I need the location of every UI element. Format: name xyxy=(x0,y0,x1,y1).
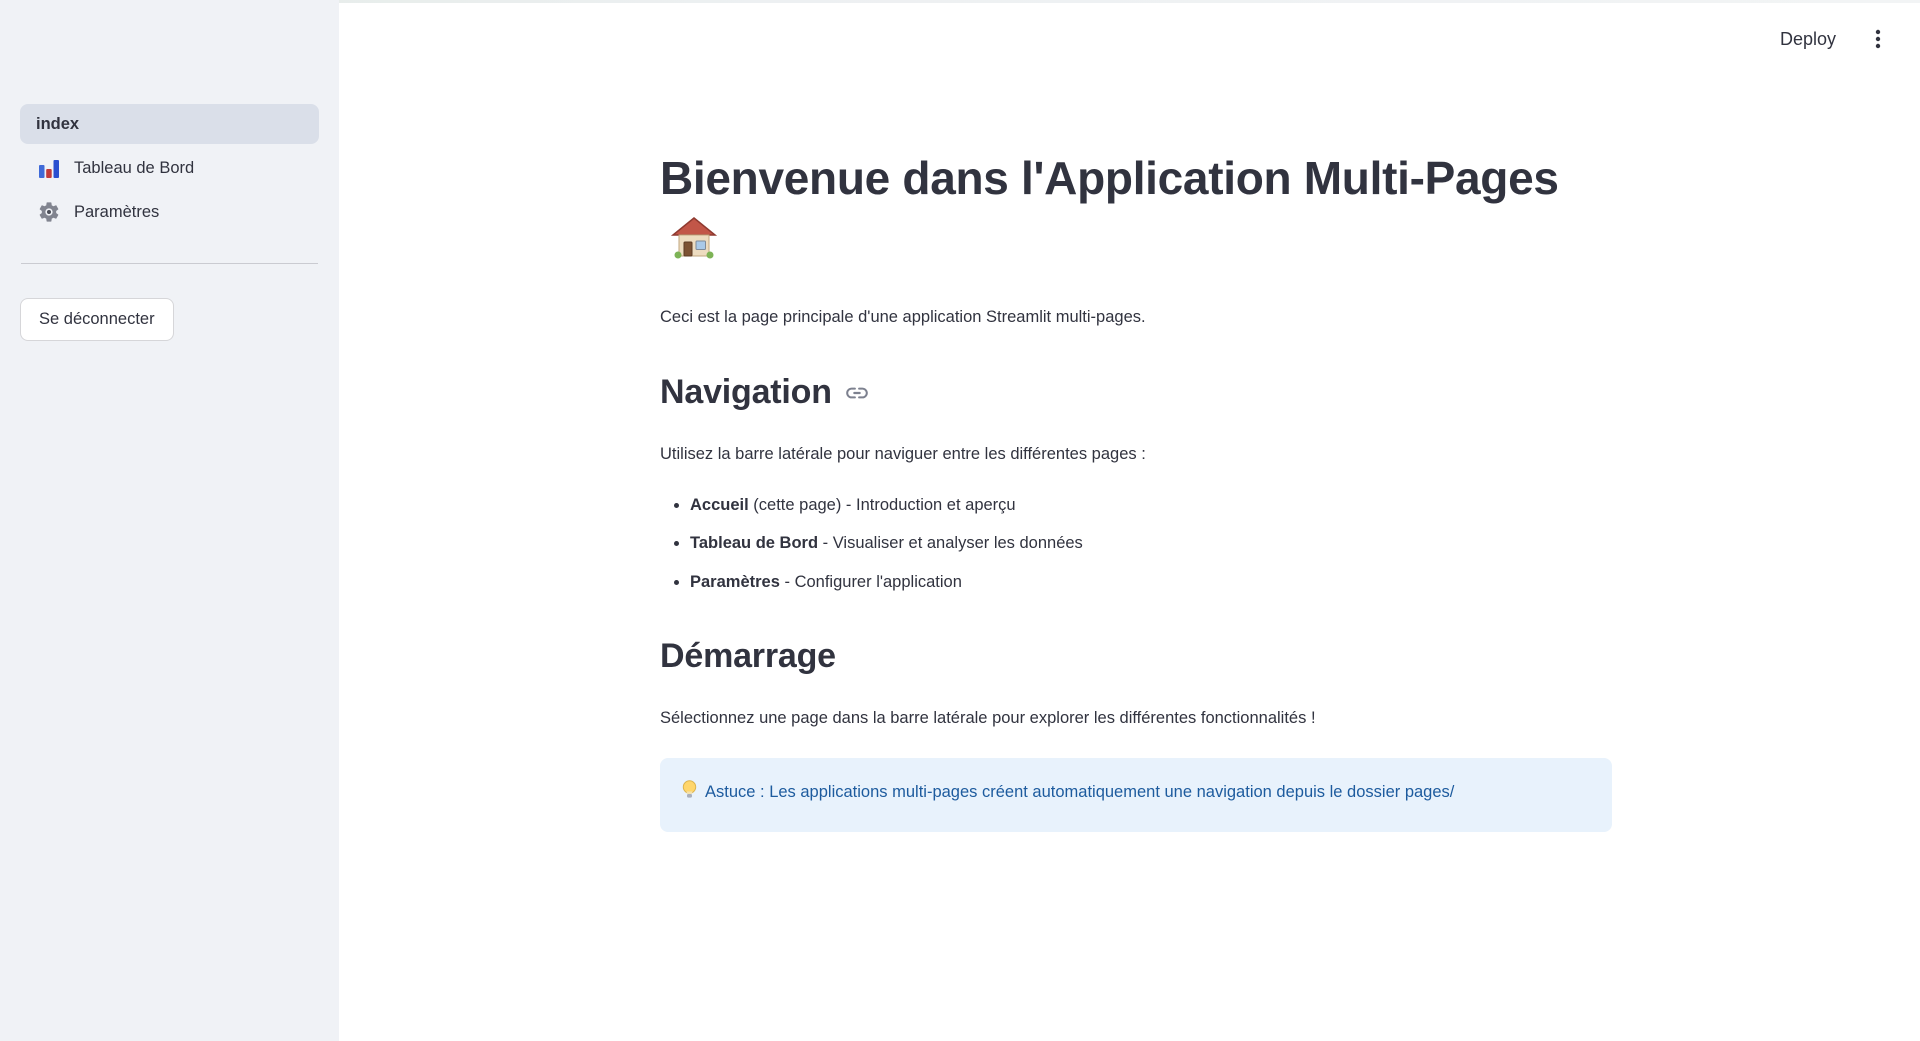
list-item-bold: Tableau de Bord xyxy=(690,534,819,553)
sidebar-item-label: Paramètres xyxy=(74,202,160,221)
list-item xyxy=(690,494,1612,518)
light-bulb-icon xyxy=(680,779,699,809)
sidebar-item-label: Tableau de Bord xyxy=(74,158,195,177)
sidebar-divider xyxy=(21,263,318,264)
list-item-rest: - Configurer l'application xyxy=(779,573,962,592)
demarrage-lead: Sélectionnez une page dans la barre latérale pour explorer les différentes fonctionnalités ! xyxy=(660,709,1316,728)
navigation-lead: Utilisez la barre latérale pour naviguer entre les différentes pages : xyxy=(660,445,1146,463)
navigation-heading xyxy=(660,373,1612,412)
logout-button[interactable]: Se déconnecter xyxy=(20,298,174,341)
sidebar-item-index[interactable] xyxy=(20,104,319,144)
info-box-text: Astuce : Les applications multi-pages créent automatiquement une navigation depuis le dossier pages/ xyxy=(705,782,1455,801)
bar-chart-icon xyxy=(36,155,62,181)
kebab-menu-icon[interactable] xyxy=(1864,22,1892,56)
deploy-button[interactable]: Deploy xyxy=(1778,25,1838,54)
sidebar-item-tableau-de-bord[interactable] xyxy=(20,148,319,188)
link-icon[interactable] xyxy=(844,380,870,406)
page-title-text: Bienvenue dans l'Application Multi-Pages xyxy=(660,152,1559,204)
sidebar-item-label: index xyxy=(36,114,80,133)
page-title xyxy=(660,148,1612,275)
sidebar xyxy=(0,0,339,1041)
list-item-bold: Paramètres xyxy=(690,573,780,592)
list-item-rest: - Visualiser et analyser les données xyxy=(818,534,1083,553)
gear-icon xyxy=(36,199,62,225)
main-content xyxy=(660,0,1612,832)
list-item-rest: (cette page) - Introduction et aperçu xyxy=(748,495,1016,514)
demarrage-heading xyxy=(660,637,1612,676)
demarrage-heading-text: Démarrage xyxy=(660,637,836,676)
intro-paragraph: Ceci est la page principale d'une application Streamlit multi-pages. xyxy=(660,308,1146,327)
app-header xyxy=(1778,22,1892,56)
navigation-heading-text: Navigation xyxy=(660,373,832,411)
navigation-list xyxy=(660,494,1612,596)
info-box xyxy=(660,758,1612,832)
list-item xyxy=(690,532,1612,556)
list-item xyxy=(690,571,1612,595)
sidebar-item-parametres[interactable] xyxy=(20,192,319,232)
list-item-bold: Accueil xyxy=(690,495,749,514)
house-icon xyxy=(670,213,718,276)
